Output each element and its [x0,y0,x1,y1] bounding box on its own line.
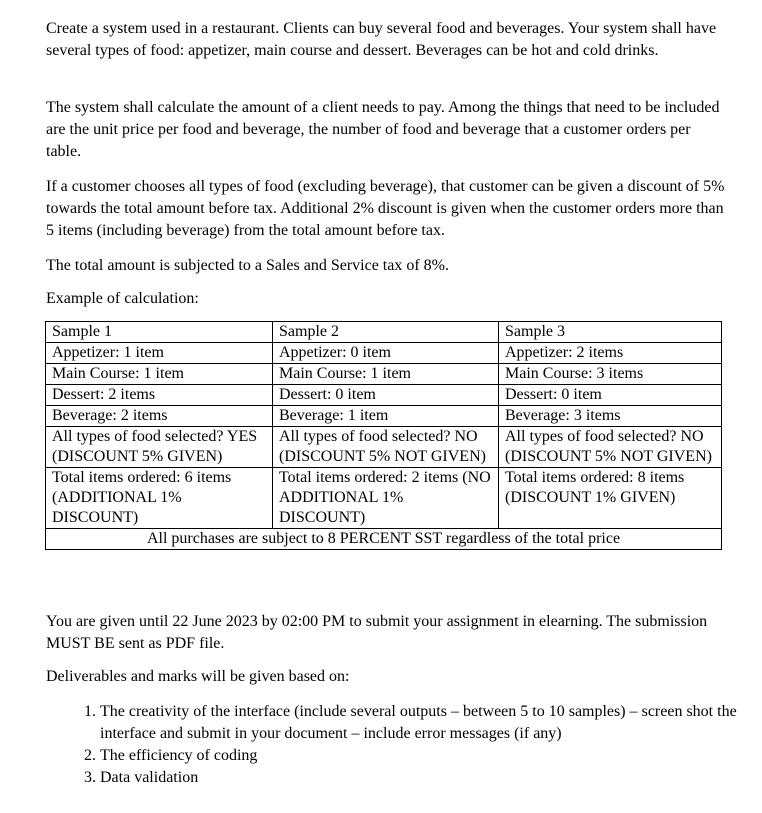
table-cell: Total items ordered: 2 items (NO ADDITIONAL 1% DISCOUNT) [273,468,499,529]
table-cell: Beverage: 2 items [46,406,273,427]
table-cell: Beverage: 1 item [273,406,499,427]
table-cell: Appetizer: 0 item [273,343,499,364]
deadline-paragraph: You are given until 22 June 2023 by 02:00 PM to submit your assignment in elearning. The submission MUST BE sent as PDF file. [46,613,708,652]
table-row [46,427,722,468]
table-cell: All types of food selected? YES (DISCOUNT 5% GIVEN) [46,427,273,468]
table-row [46,343,722,364]
table-cell: Sample 2 [273,322,499,343]
intro-paragraph: Create a system used in a restaurant. Clients can buy several food and beverages. Your system shall have several types of food: appetizer, main course and dessert. Beverages can be hot and cold drinks. [46,20,717,59]
list-item: 2. The efficiency of coding [100,745,740,767]
table-row [46,406,722,427]
table-cell: Sample 1 [46,322,273,343]
table-cell: Appetizer: 2 items [499,343,722,364]
example-heading: Example of calculation: [46,290,199,307]
table-cell: Main Course: 1 item [273,364,499,385]
table-row [46,468,722,529]
calculation-example-table [45,321,722,550]
table-cell: Total items ordered: 6 items (ADDITIONAL 1% DISCOUNT) [46,468,273,529]
table-cell: Dessert: 0 item [499,385,722,406]
table-row [46,322,722,343]
table-row [46,364,722,385]
table-cell: Main Course: 1 item [46,364,273,385]
discount-paragraph: If a customer chooses all types of food (excluding beverage), that customer can be given a discount of 5% towards the total amount before tax. Additional 2% discount is given when the customer orders more than 5 items (including beverage) from the total amount before tax. [46,178,725,239]
table-footer-note: All purchases are subject to 8 PERCENT SST regardless of the total price [46,529,722,550]
table-cell: Sample 3 [499,322,722,343]
table-cell: Dessert: 0 item [273,385,499,406]
table-cell: Main Course: 3 items [499,364,722,385]
list-item: 3. Data validation [100,767,740,789]
table-cell: Beverage: 3 items [499,406,722,427]
table-row [46,385,722,406]
list-item: 1. The creativity of the interface (include several outputs – between 5 to 10 samples) – screen shot the interface and submit in your document – include error messages (if any) [100,701,740,745]
table-cell: Appetizer: 1 item [46,343,273,364]
table-cell: All types of food selected? NO (DISCOUNT 5% NOT GIVEN) [273,427,499,468]
deliverables-list [72,701,740,789]
table-cell: Dessert: 2 items [46,385,273,406]
table-cell: All types of food selected? NO (DISCOUNT 5% NOT GIVEN) [499,427,722,468]
tax-paragraph: The total amount is subjected to a Sales and Service tax of 8%. [46,257,449,274]
table-row [46,529,722,550]
deliverables-heading: Deliverables and marks will be given based on: [46,668,350,685]
calculation-paragraph: The system shall calculate the amount of a client needs to pay. Among the things that need to be included are the unit price per food and beverage, the number of food and beverage that a customer orders per table. [46,99,720,160]
table-cell: Total items ordered: 8 items (DISCOUNT 1% GIVEN) [499,468,722,529]
